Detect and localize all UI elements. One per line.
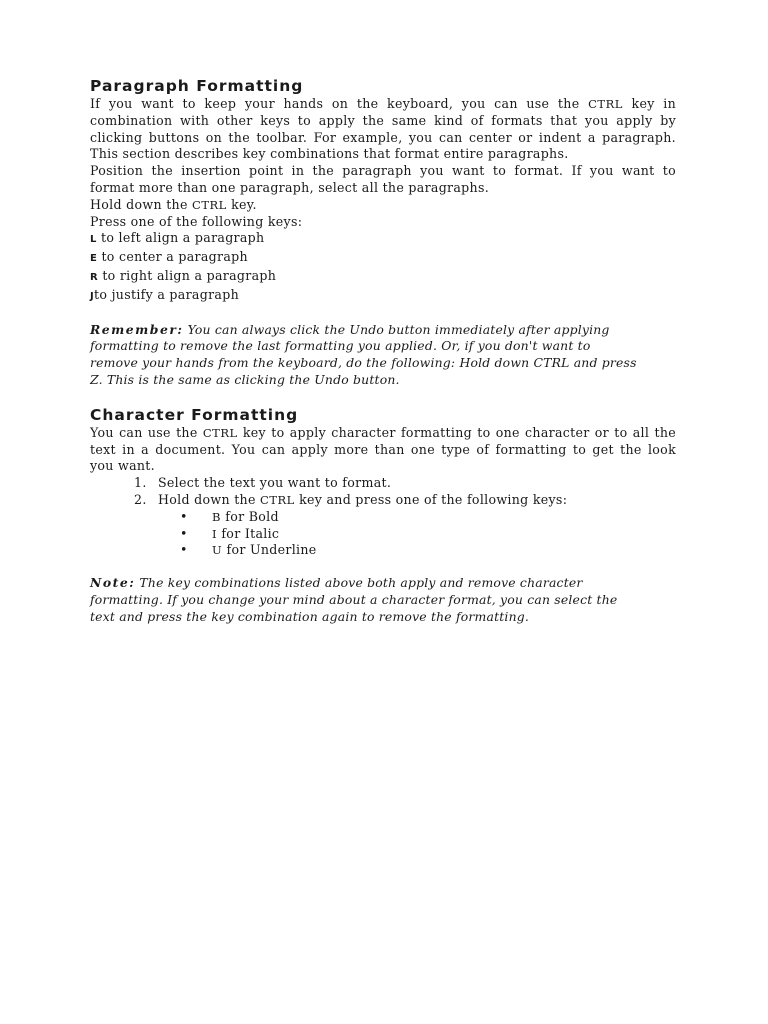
bullet-icon: • [180,525,188,541]
step-hold-suffix: key. [226,196,257,212]
note-line-3: text and press the key combination again to remove the formatting. [90,608,530,624]
key-letter: L [90,234,97,246]
char-intro-text-a: You can use the [90,424,203,440]
key-description: to right align a paragraph [98,267,277,283]
key-option-justify [90,287,676,306]
list-text: Select the text you want to format. [158,475,392,491]
key-letter: R [90,271,99,283]
character-steps-list [90,475,676,509]
spacer [90,559,676,575]
list-number: 1. [134,475,147,491]
char-intro-line-1 [90,425,676,442]
note-text: The key combinations listed above both apply and remove character [135,575,583,591]
list-number: 2. [134,491,147,507]
step-hold-text: Hold down the [90,196,193,212]
bullet-icon: • [180,542,188,558]
ctrl-key-label: CTRL [588,97,623,111]
spacer [90,306,676,322]
spacer [90,389,676,405]
key-option-right [90,268,676,287]
intro-line-4: This section describes key combinations that format entire paragraphs. [90,146,569,162]
key-description: to left align a paragraph [96,230,265,246]
remember-note-line-1 [90,322,676,339]
bullet-item-italic [90,526,676,543]
key-letter: B [212,509,221,524]
intro-line-3: clicking buttons on the toolbar. For example, you can center or indent a paragraph. [90,129,676,145]
note-line-2: formatting. If you change your mind about a character format, you can select the [90,591,618,607]
remember-note-line-2: formatting to remove the last formatting you applied. Or, if you don't want to [90,338,591,354]
step-press-keys: Press one of the following keys: [90,213,303,229]
list-text: Hold down the [158,491,261,507]
ctrl-key-label: CTRL [192,197,227,212]
key-letter: U [212,543,223,558]
list-text: key and press one of the following keys: [294,491,568,507]
char-intro-line-2: text in a document. You can apply more than one type of formatting to get the look [90,441,676,457]
ctrl-key-label: CTRL [202,425,238,440]
paragraph-formatting-heading: Paragraph Formatting [90,77,304,95]
remember-note-line-4: Z. This is the same as clicking the Undo button. [90,371,400,387]
intro-line-1 [90,96,676,113]
note-label: Note: [90,575,136,591]
bullet-text: for Italic [217,525,280,541]
remember-note-line-3: remove your hands from the keyboard, do the following: Hold down CTRL and press [90,355,637,371]
char-intro-text-b: key to apply character formatting to one character or to all the [237,424,676,440]
key-description: to center a paragraph [97,249,248,265]
ctrl-key-label: CTRL [260,492,295,507]
bullet-text: for Bold [220,508,279,524]
key-description: to justify a paragraph [94,286,239,302]
intro-text-a: If you want to keep your hands on the keyboard, you can use the [90,96,589,111]
remember-text: You can always click the Undo button immediately after applying [183,321,610,337]
step-position-line-1: Position the insertion point in the paragraph you want to format. If you want to [90,163,676,179]
bullet-item-bold [90,509,676,526]
document-body [90,76,676,626]
list-item [90,475,676,492]
key-option-center [90,249,676,268]
list-item [90,492,676,509]
char-intro-line-3: you want. [90,458,155,474]
key-letter: J [90,290,95,302]
bullet-item-underline [90,542,676,559]
step-position-line-2: format more than one paragraph, select all the paragraphs. [90,179,490,195]
key-letter: I [212,526,218,541]
key-letter: E [90,253,98,265]
key-option-left [90,230,676,249]
bullet-text: for Underline [222,542,317,558]
character-formatting-heading: Character Formatting [90,405,299,424]
intro-text-b: key in [622,96,676,111]
note-line-1 [90,575,676,592]
step-hold-ctrl [90,197,676,214]
remember-label: Remember: [90,321,184,337]
intro-line-2: combination with other keys to apply the same kind of formats that you apply by [90,112,676,128]
bullet-icon: • [180,508,188,524]
